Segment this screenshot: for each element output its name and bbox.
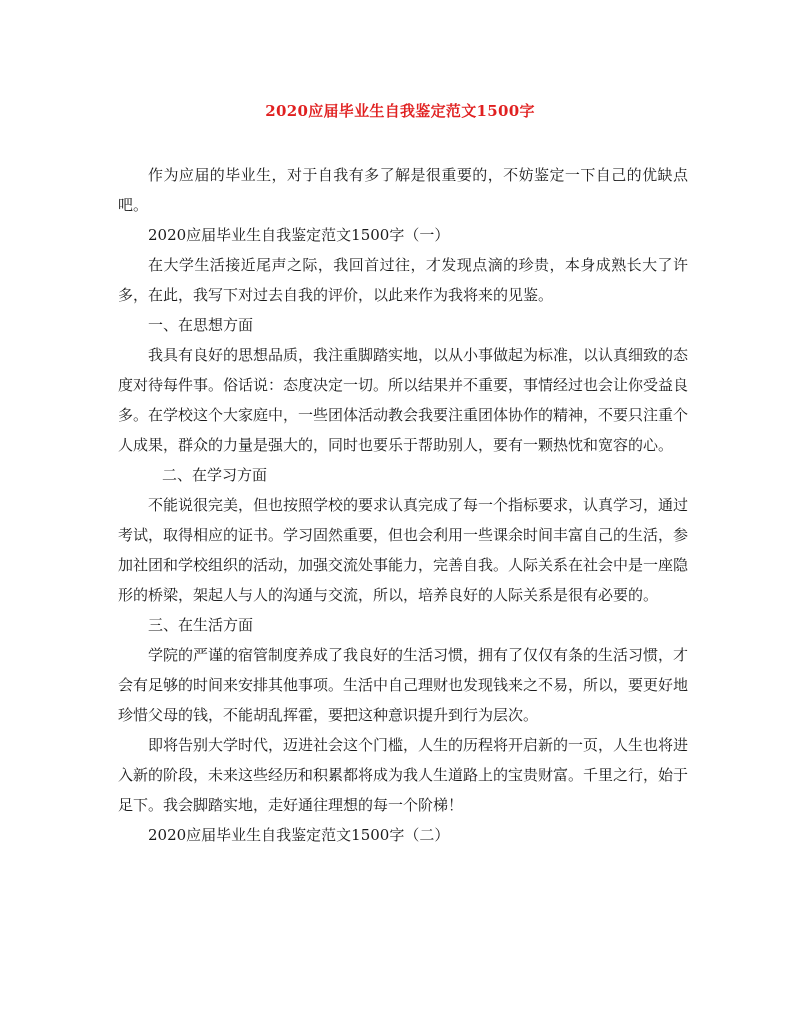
paragraph-5: 即将告别大学时代，迈进社会这个门槛，人生的历程将开启新的一页，人生也将进入新的阶段，未来这些经历和积累都将成为我人生道路上的宝贵财富。千里之行，始于足下。我会脚踏实地，走好通往理想的每一个阶梯！ — [118, 736, 689, 814]
paragraph-3: 不能说很完美，但也按照学校的要求认真完成了每一个指标要求，认真学习，通过考试，取得相应的证书。学习固然重要，但也会利用一些课余时间丰富自己的生活，参加社团和学校组织的活动，加强交流处事能力，完善自我。人际关系在社会中是一座隐形的桥梁，架起人与人的沟通与交流，所以，培养良好的人际关系是很有必要的。 — [118, 496, 689, 604]
section-subtitle-1: 2020应届毕业生自我鉴定范文1500字（一） — [148, 226, 450, 244]
heading-thought: 一、在思想方面 — [148, 316, 254, 334]
section-subtitle-2: 2020应届毕业生自我鉴定范文1500字（二） — [148, 826, 450, 844]
paragraph-1: 在大学生活接近尾声之际，我回首过往，才发现点滴的珍贵，本身成熟长大了许多，在此，我写下对过去自我的评价，以此来作为我将来的见鉴。 — [118, 256, 688, 304]
paragraph-2: 我具有良好的思想品质，我注重脚踏实地，以从小事做起为标准，以认真细致的态度对待每件事。俗话说：态度决定一切。所以结果并不重要，事情经过也会让你受益良多。在学校这个大家庭中，一些团体活动教会我要注重团体协作的精神，不要只注重个人成果，群众的力量是强大的，同时也要乐于帮助别人，要有一颗热忱和宽容的心。 — [118, 346, 689, 454]
heading-study: 二、在学习方面 — [162, 466, 268, 484]
paragraph-4: 学院的严谨的宿管制度养成了我良好的生活习惯，拥有了仅仅有条的生活习惯，才会有足够的时间来安排其他事项。生活中自己理财也发现钱来之不易，所以，要更好地珍惜父母的钱，不能胡乱挥霍，要把这种意识提升到行为层次。 — [118, 646, 689, 724]
intro-paragraph: 作为应届的毕业生，对于自我有多了解是很重要的，不妨鉴定一下自己的优缺点吧。 — [118, 166, 688, 214]
heading-life: 三、在生活方面 — [148, 616, 254, 634]
document-body — [118, 160, 688, 850]
document-title: 2020应届毕业生自我鉴定范文1500字 — [265, 102, 535, 120]
